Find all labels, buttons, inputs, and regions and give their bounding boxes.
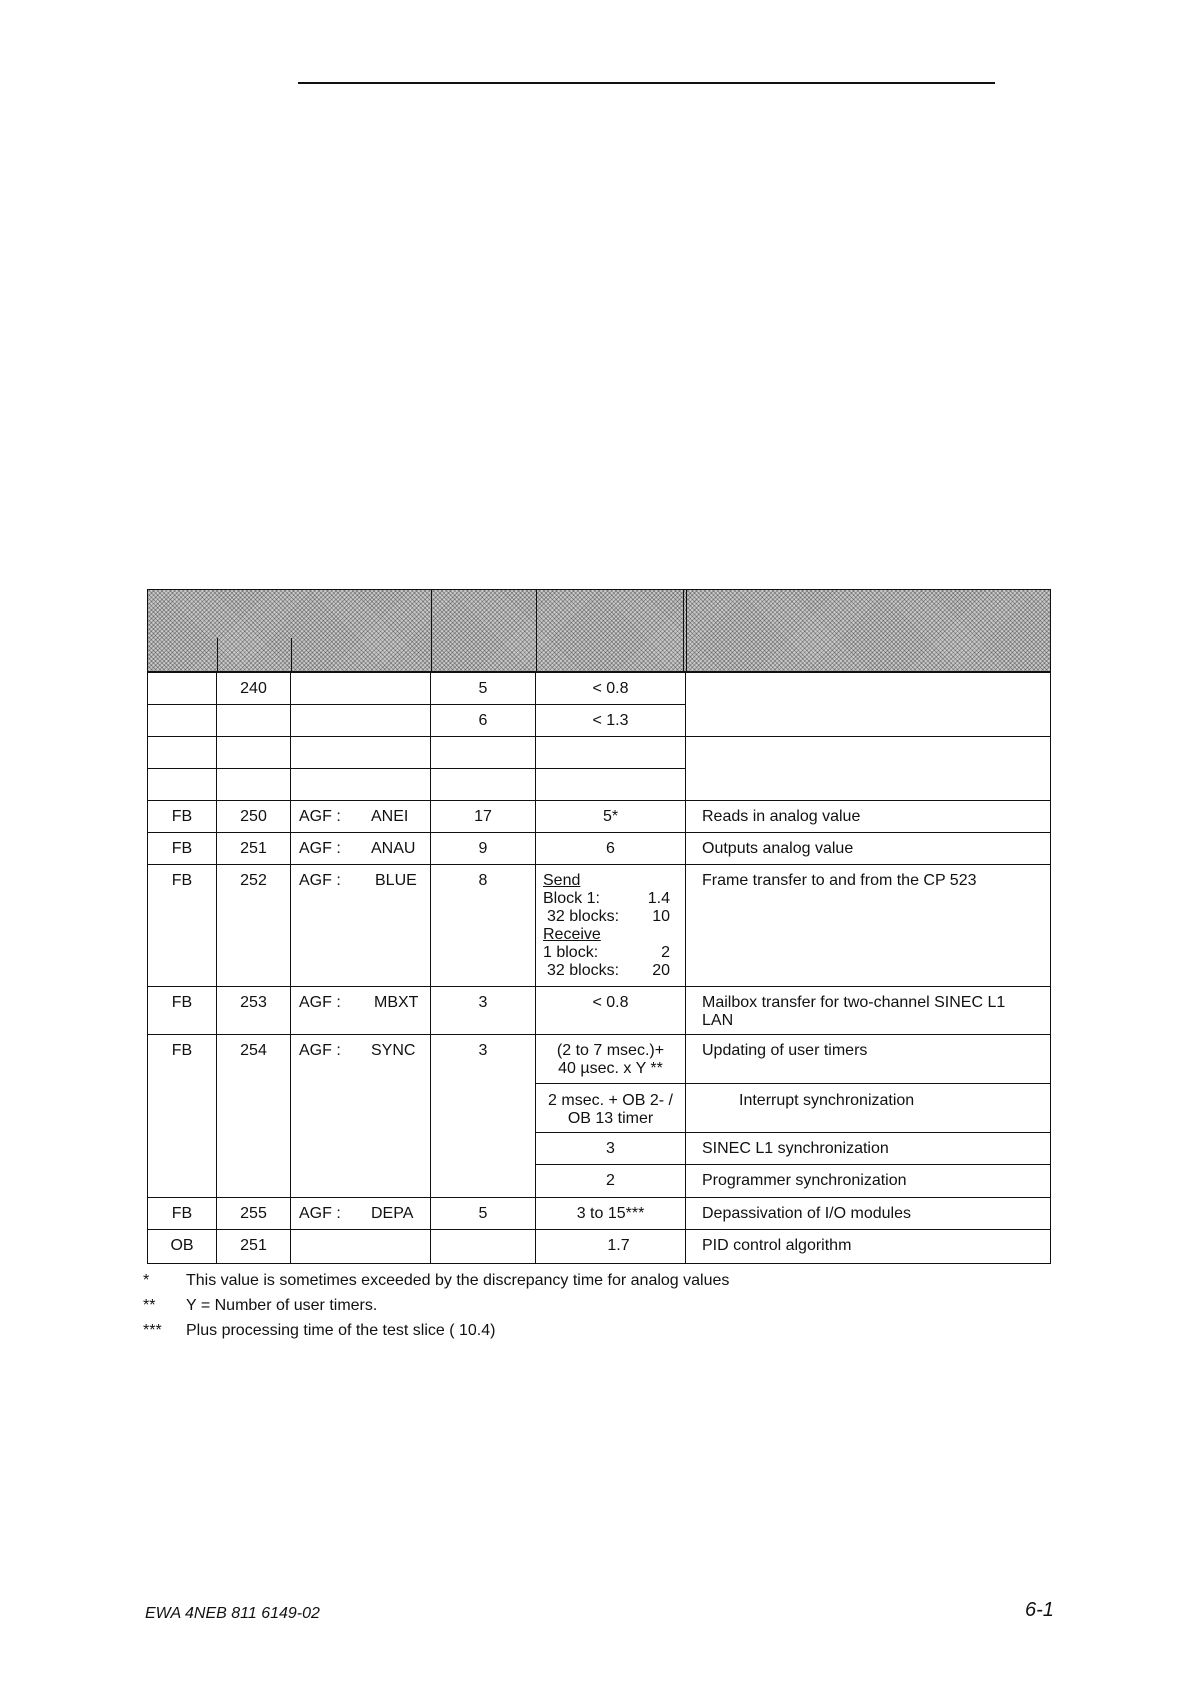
processing-time: 3 to 15*** xyxy=(576,1205,645,1222)
block-type: FB xyxy=(171,872,193,889)
block-name: MBXT xyxy=(374,994,419,1011)
table-cell xyxy=(685,672,1051,737)
time-label: Block 1: xyxy=(543,890,600,907)
block-length: 3 xyxy=(478,1042,488,1059)
receive-heading: Receive xyxy=(543,926,601,943)
block-length: 17 xyxy=(474,808,492,825)
header-divider xyxy=(536,590,537,673)
page-number: 6-1 xyxy=(1025,1599,1054,1621)
block-length: 3 xyxy=(478,994,488,1011)
table-cell xyxy=(290,768,431,801)
block-name: ANAU xyxy=(371,840,416,857)
block-length: 5 xyxy=(478,680,488,697)
block-description: PID control algorithm xyxy=(702,1237,852,1254)
footnote-text: Plus processing time of the test slice ( 10.4) xyxy=(186,1322,496,1339)
processing-time: < 0.8 xyxy=(592,680,629,697)
block-length: 9 xyxy=(478,840,488,857)
time-label: 32 blocks: xyxy=(547,962,620,979)
processing-time: 6 xyxy=(606,840,615,857)
table-cell xyxy=(535,768,686,801)
table-cell xyxy=(147,736,217,769)
top-rule xyxy=(298,82,995,84)
processing-time: OB 13 timer xyxy=(567,1110,654,1127)
block-number: 255 xyxy=(240,1205,267,1222)
footnote-text: This value is sometimes exceeded by the discrepancy time for analog values xyxy=(186,1272,730,1289)
table-cell xyxy=(147,768,217,801)
table-cell xyxy=(290,704,431,737)
processing-time: 40 µsec. x Y ** xyxy=(558,1060,663,1077)
block-description: Mailbox transfer for two-channel SINEC L1 xyxy=(702,994,1006,1011)
processing-time: 5* xyxy=(602,808,619,825)
agf-label: AGF : xyxy=(299,1042,341,1059)
agf-label: AGF : xyxy=(299,994,341,1011)
block-description: SINEC L1 synchronization xyxy=(702,1140,889,1157)
table-cell xyxy=(430,736,536,769)
block-number: 251 xyxy=(240,840,267,857)
agf-label: AGF : xyxy=(299,872,341,889)
footnote-text: Y = Number of user timers. xyxy=(186,1297,378,1314)
block-type: FB xyxy=(171,1042,193,1059)
block-description: Outputs analog value xyxy=(702,840,854,857)
block-type: FB xyxy=(171,1205,193,1222)
block-description: Updating of user timers xyxy=(702,1042,868,1059)
processing-time: < 1.3 xyxy=(592,712,629,729)
block-name: SYNC xyxy=(371,1042,416,1059)
time-value: 2 xyxy=(661,944,670,961)
block-type: FB xyxy=(171,994,193,1011)
footnote-mark: ** xyxy=(143,1297,156,1314)
block-number: 253 xyxy=(240,994,267,1011)
time-value: 1.4 xyxy=(647,890,670,907)
header-divider xyxy=(683,590,684,673)
table-cell xyxy=(430,1229,536,1264)
processing-time: 2 msec. + OB 2- / xyxy=(548,1092,673,1109)
time-value: 20 xyxy=(652,962,670,979)
processing-time: (2 to 7 msec.)+ xyxy=(556,1042,665,1059)
time-label: 1 block: xyxy=(543,944,599,961)
table-cell xyxy=(290,672,431,705)
block-description: Depassivation of I/O modules xyxy=(702,1205,911,1222)
table-cell xyxy=(147,704,217,737)
block-description: Interrupt synchronization xyxy=(739,1092,915,1109)
processing-time: 1.7 xyxy=(607,1237,630,1254)
block-length: 5 xyxy=(478,1205,488,1222)
header-divider xyxy=(686,590,687,673)
block-length: 6 xyxy=(478,712,488,729)
table-cell xyxy=(535,736,686,769)
table-cell xyxy=(216,704,291,737)
agf-label: AGF : xyxy=(299,840,341,857)
block-description: Frame transfer to and from the CP 523 xyxy=(702,872,977,889)
block-name: DEPA xyxy=(371,1205,414,1222)
block-description: LAN xyxy=(702,1012,734,1029)
document-number: EWA 4NEB 811 6149-02 xyxy=(145,1605,320,1622)
agf-label: AGF : xyxy=(299,808,341,825)
table-header xyxy=(147,589,1051,672)
table-cell xyxy=(290,736,431,769)
block-type: FB xyxy=(171,840,193,857)
block-number: 250 xyxy=(240,808,267,825)
processing-time: < 0.8 xyxy=(592,994,629,1011)
time-label: 32 blocks: xyxy=(547,908,620,925)
table-cell xyxy=(147,672,217,705)
block-table xyxy=(147,589,1051,1264)
block-number: 240 xyxy=(240,680,267,697)
table-cell xyxy=(216,736,291,769)
header-divider xyxy=(291,638,292,673)
block-number: 252 xyxy=(240,872,267,889)
table-cell xyxy=(430,768,536,801)
time-value: 10 xyxy=(652,908,670,925)
block-description: Programmer synchronization xyxy=(702,1172,907,1189)
processing-time: 3 xyxy=(606,1140,615,1157)
table-cell xyxy=(685,736,1051,801)
block-name: ANEI xyxy=(371,808,409,825)
agf-label: AGF : xyxy=(299,1205,341,1222)
table-cell xyxy=(216,768,291,801)
send-heading: Send xyxy=(543,872,581,889)
processing-time: 2 xyxy=(606,1172,615,1189)
block-type: FB xyxy=(171,808,193,825)
block-name: BLUE xyxy=(375,872,417,889)
footnote-mark: *** xyxy=(143,1322,162,1339)
block-length: 8 xyxy=(478,872,488,889)
block-number: 251 xyxy=(240,1237,267,1254)
header-divider xyxy=(217,638,218,673)
table-cell xyxy=(290,1229,431,1264)
block-number: 254 xyxy=(240,1042,267,1059)
header-divider xyxy=(431,590,432,673)
block-description: Reads in analog value xyxy=(702,808,861,825)
footnote-mark: * xyxy=(143,1272,150,1289)
block-type: OB xyxy=(170,1237,194,1254)
